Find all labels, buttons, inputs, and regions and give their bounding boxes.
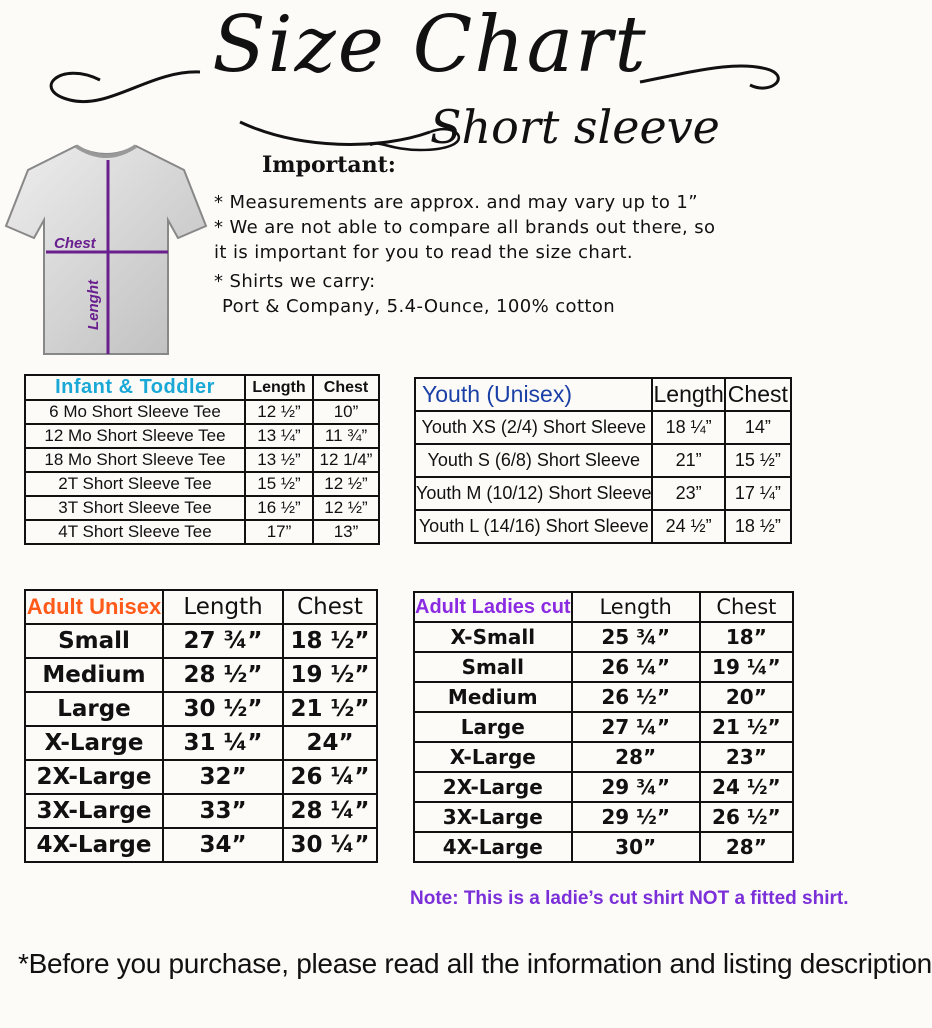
chest-cell: 19 ½”	[283, 658, 377, 692]
size-cell: Youth L (14/16) Short Sleeve	[415, 510, 652, 543]
table-row	[415, 444, 791, 477]
table-row	[25, 726, 377, 760]
size-cell: 3X-Large	[414, 802, 572, 832]
length-cell: 29 ¾”	[572, 772, 700, 802]
length-cell: 17”	[245, 520, 313, 544]
table-row	[414, 802, 793, 832]
size-cell: Medium	[414, 682, 572, 712]
chest-cell: 21 ½”	[283, 692, 377, 726]
length-cell: 28”	[572, 742, 700, 772]
ladies-table-title: Adult Ladies cut	[414, 592, 572, 622]
table-row	[25, 496, 379, 520]
length-cell: 21”	[652, 444, 724, 477]
length-cell: 15 ½”	[245, 472, 313, 496]
ladies-cut-note: Note: This is a ladie’s cut shirt NOT a fitted shirt.	[410, 888, 849, 909]
table-row	[414, 832, 793, 862]
table-row	[414, 742, 793, 772]
table-row	[415, 477, 791, 510]
length-cell: 24 ½”	[652, 510, 724, 543]
note-line: Port & Company, 5.4-Ounce, 100% cotton	[222, 296, 616, 317]
chest-cell: 26 ¼”	[283, 760, 377, 794]
length-cell: 12 ½”	[245, 400, 313, 424]
note-line: * Measurements are approx. and may vary up to 1”	[214, 192, 698, 213]
table-row	[414, 772, 793, 802]
length-cell: 26 ¼”	[572, 652, 700, 682]
length-cell: 32”	[163, 760, 283, 794]
chest-cell: 17 ¼”	[725, 477, 791, 510]
size-cell: Youth XS (2/4) Short Sleeve	[415, 411, 652, 444]
chest-header: Chest	[283, 590, 377, 624]
adult-table-title: Adult Unisex	[25, 590, 163, 624]
note-line: it is important for you to read the size chart.	[214, 242, 634, 263]
chest-cell: 28 ¼”	[283, 794, 377, 828]
page-title: Size Chart	[212, 0, 648, 90]
chest-cell: 18”	[700, 622, 793, 652]
chest-header: Chest	[700, 592, 793, 622]
size-cell: Large	[414, 712, 572, 742]
length-cell: 23”	[652, 477, 724, 510]
table-row	[414, 622, 793, 652]
length-cell: 18 ¼”	[652, 411, 724, 444]
chest-label: Chest	[54, 235, 96, 252]
length-cell: 29 ½”	[572, 802, 700, 832]
chest-cell: 30 ¼”	[283, 828, 377, 862]
youth-table-title: Youth (Unisex)	[415, 378, 652, 411]
size-cell: 4T Short Sleeve Tee	[25, 520, 245, 544]
length-cell: 27 ¼”	[572, 712, 700, 742]
adult-ladies-table	[413, 591, 794, 863]
table-row	[25, 692, 377, 726]
size-cell: Youth M (10/12) Short Sleeve	[415, 477, 652, 510]
chest-cell: 19 ¼”	[700, 652, 793, 682]
size-cell: 6 Mo Short Sleeve Tee	[25, 400, 245, 424]
length-cell: 30 ½”	[163, 692, 283, 726]
table-row	[25, 424, 379, 448]
table-row	[25, 472, 379, 496]
table-row	[25, 760, 377, 794]
size-cell: Medium	[25, 658, 163, 692]
table-row	[25, 520, 379, 544]
length-cell: 27 ¾”	[163, 624, 283, 658]
table-row	[414, 652, 793, 682]
length-header: Length	[652, 378, 724, 411]
size-cell: Small	[25, 624, 163, 658]
size-cell: X-Large	[25, 726, 163, 760]
youth-table	[414, 377, 792, 544]
infant-toddler-table	[24, 374, 380, 545]
length-cell: 31 ¼”	[163, 726, 283, 760]
chest-cell: 13”	[313, 520, 379, 544]
table-row	[25, 400, 379, 424]
size-cell: Large	[25, 692, 163, 726]
table-row	[414, 712, 793, 742]
size-cell: 2X-Large	[25, 760, 163, 794]
table-row	[415, 411, 791, 444]
size-cell: 4X-Large	[414, 832, 572, 862]
chest-cell: 28”	[700, 832, 793, 862]
length-cell: 25 ¾”	[572, 622, 700, 652]
table-row	[25, 794, 377, 828]
chest-cell: 20”	[700, 682, 793, 712]
chest-cell: 21 ½”	[700, 712, 793, 742]
note-line: * We are not able to compare all brands out there, so	[214, 217, 716, 238]
chest-header: Chest	[313, 375, 379, 400]
table-row	[25, 448, 379, 472]
chest-cell: 15 ½”	[725, 444, 791, 477]
table-row	[25, 624, 377, 658]
infant-table-title: Infant & Toddler	[25, 375, 245, 400]
important-heading: Important:	[262, 152, 396, 178]
chest-cell: 26 ½”	[700, 802, 793, 832]
table-row	[25, 828, 377, 862]
chest-cell: 24 ½”	[700, 772, 793, 802]
size-cell: 2X-Large	[414, 772, 572, 802]
size-cell: Youth S (6/8) Short Sleeve	[415, 444, 652, 477]
size-cell: Small	[414, 652, 572, 682]
size-cell: X-Small	[414, 622, 572, 652]
length-cell: 26 ½”	[572, 682, 700, 712]
table-row	[415, 510, 791, 543]
tshirt-illustration	[6, 140, 206, 360]
size-cell: 2T Short Sleeve Tee	[25, 472, 245, 496]
size-cell: 3X-Large	[25, 794, 163, 828]
footer-disclaimer: *Before you purchase, please read all the information and listing description	[18, 948, 932, 979]
table-row	[25, 658, 377, 692]
important-notes	[214, 190, 784, 319]
size-cell: 18 Mo Short Sleeve Tee	[25, 448, 245, 472]
length-label: Lenght	[85, 280, 102, 330]
adult-unisex-table	[24, 589, 378, 863]
size-cell: 3T Short Sleeve Tee	[25, 496, 245, 520]
chest-cell: 12 ½”	[313, 472, 379, 496]
table-row	[414, 682, 793, 712]
length-header: Length	[572, 592, 700, 622]
size-cell: X-Large	[414, 742, 572, 772]
size-cell: 4X-Large	[25, 828, 163, 862]
length-header: Length	[245, 375, 313, 400]
length-header: Length	[163, 590, 283, 624]
length-cell: 28 ½”	[163, 658, 283, 692]
note-line: * Shirts we carry:	[214, 271, 376, 292]
length-cell: 16 ½”	[245, 496, 313, 520]
length-cell: 34”	[163, 828, 283, 862]
length-cell: 13 ¼”	[245, 424, 313, 448]
length-cell: 33”	[163, 794, 283, 828]
chest-cell: 18 ½”	[725, 510, 791, 543]
chest-cell: 11 ¾”	[313, 424, 379, 448]
chest-cell: 14”	[725, 411, 791, 444]
chest-cell: 12 1/4”	[313, 448, 379, 472]
chest-cell: 10”	[313, 400, 379, 424]
chest-cell: 23”	[700, 742, 793, 772]
size-cell: 12 Mo Short Sleeve Tee	[25, 424, 245, 448]
chest-cell: 24”	[283, 726, 377, 760]
page-subtitle: Short sleeve	[430, 100, 720, 154]
length-cell: 13 ½”	[245, 448, 313, 472]
chest-header: Chest	[725, 378, 791, 411]
chest-cell: 18 ½”	[283, 624, 377, 658]
chest-cell: 12 ½”	[313, 496, 379, 520]
length-cell: 30”	[572, 832, 700, 862]
